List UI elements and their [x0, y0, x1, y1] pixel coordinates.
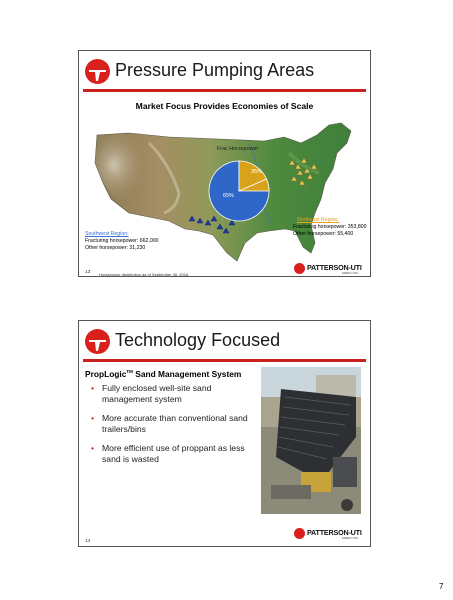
company-logo-icon — [85, 329, 110, 354]
bullet-list — [89, 383, 254, 473]
brand-logo — [294, 526, 362, 542]
brand-name: PATTERSON-UTI — [307, 263, 362, 272]
slide-header — [79, 321, 370, 361]
title-underline — [83, 359, 366, 362]
southwest-frac-hp: Fracturing horsepower: 662,000 — [85, 238, 159, 244]
list-item: • More accurate than conventional sand trailers/bins — [91, 413, 248, 434]
brand-tagline: ENERGY INC. — [342, 537, 359, 540]
slide-pressure-pumping — [78, 50, 371, 277]
pie-label-35: 35% — [251, 169, 262, 175]
brand-tagline: ENERGY INC. — [342, 272, 359, 275]
slide-title: Pressure Pumping Areas — [115, 60, 315, 80]
document-page-number: 7 — [439, 582, 444, 591]
slide-header — [79, 51, 370, 91]
northeast-other-hp: Other horsepower: 55,400 — [293, 231, 354, 237]
brand-name: PATTERSON-UTI — [307, 528, 362, 537]
list-item: • More efficient use of proppant as less sand is wasted — [91, 443, 245, 464]
brand-mark-icon — [294, 528, 305, 539]
slide-technology-focused — [78, 320, 371, 547]
pie-label-65: 65% — [223, 193, 234, 199]
pie-title: Frac Horsepower — [217, 146, 259, 152]
list-item: • Fully enclosed well-site sand management system — [91, 383, 212, 404]
slide-footnote: Horsepower distribution as of September 30, 2016 — [99, 272, 189, 277]
brand-logo — [294, 261, 362, 277]
slide-title: Technology Focused — [115, 330, 281, 350]
southwest-title: Southwest Region: — [85, 231, 129, 237]
brand-mark-icon — [294, 263, 305, 274]
slide-subtitle: Market Focus Provides Economies of Scale — [135, 101, 314, 111]
slide-page-number: 14 — [85, 539, 91, 544]
company-logo-icon — [85, 59, 110, 84]
section-heading: PropLogic™ Sand Management System — [85, 369, 242, 379]
sand-management-photo — [261, 367, 361, 514]
southwest-other-hp: Other horsepower: 31,230 — [85, 245, 146, 251]
northeast-title: Northeast Region: — [297, 217, 339, 223]
slide-page-number: 13 — [85, 270, 91, 275]
title-underline — [83, 89, 366, 92]
northeast-frac-hp: Fracturing horsepower: 353,800 — [293, 224, 367, 230]
